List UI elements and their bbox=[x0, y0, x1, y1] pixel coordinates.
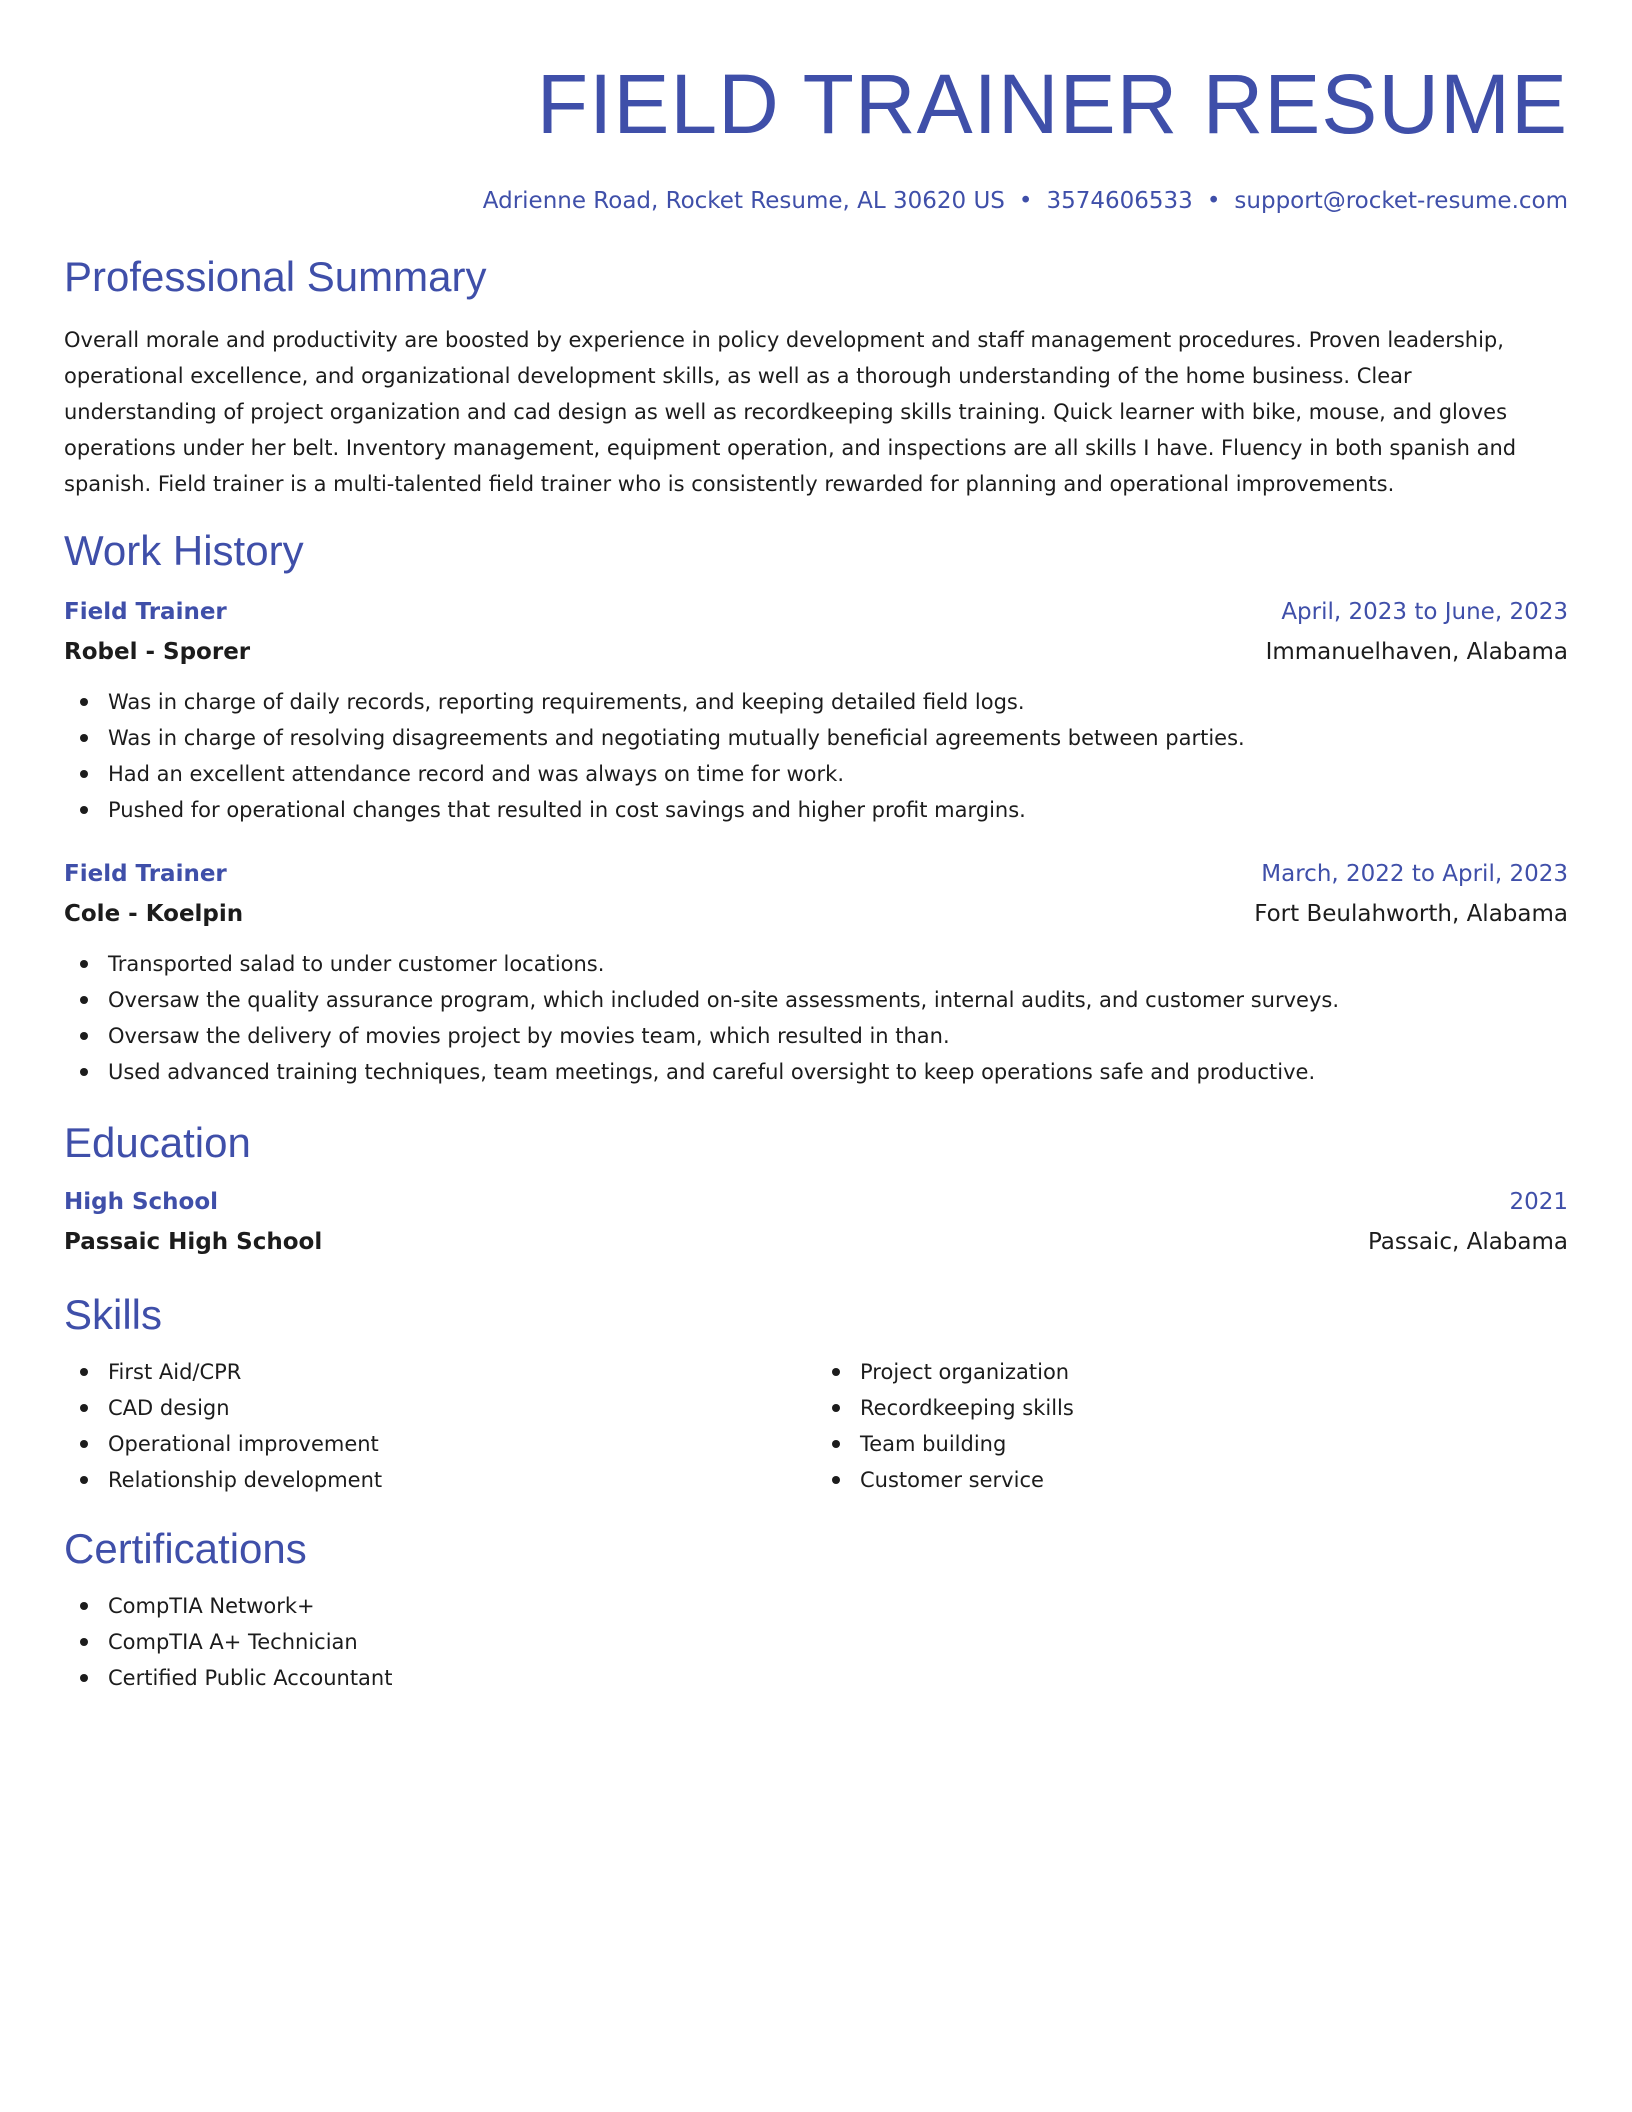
contact-email[interactable]: support@rocket-resume.com bbox=[1234, 188, 1568, 214]
skills-grid bbox=[64, 1354, 1568, 1498]
bullet-icon bbox=[832, 1476, 840, 1484]
job-location: Immanuelhaven, Alabama bbox=[1265, 639, 1568, 665]
bullet-icon bbox=[80, 1368, 88, 1376]
skill-text: CAD design bbox=[108, 1396, 230, 1420]
bullet-icon bbox=[80, 1068, 88, 1076]
bullet-icon bbox=[832, 1404, 840, 1412]
job-duty-text: Oversaw the delivery of movies project by movies team, which resulted in than. bbox=[108, 1024, 950, 1048]
education-school: Passaic High School bbox=[64, 1229, 323, 1255]
job-duty-text: Oversaw the quality assurance program, which included on-site assessments, internal audits, and customer surveys. bbox=[108, 988, 1340, 1012]
list-item bbox=[64, 1588, 1568, 1624]
list-item bbox=[64, 756, 1568, 792]
skill-text: First Aid/CPR bbox=[108, 1360, 242, 1384]
skill-text: Recordkeeping skills bbox=[860, 1396, 1074, 1420]
bullet-icon bbox=[80, 1440, 88, 1448]
job-entry bbox=[64, 858, 1568, 1090]
list-item bbox=[64, 1660, 1568, 1696]
bullet-icon bbox=[80, 996, 88, 1004]
list-item bbox=[64, 946, 1568, 982]
job-dates: March, 2022 to April, 2023 bbox=[1261, 861, 1568, 887]
contact-phone[interactable]: 3574606533 bbox=[1046, 188, 1193, 214]
list-item bbox=[64, 1462, 816, 1498]
list-item bbox=[64, 1054, 1568, 1090]
bullet-icon bbox=[80, 960, 88, 968]
resume-title: FIELD TRAINER RESUME bbox=[536, 57, 1568, 151]
skill-text: Team building bbox=[860, 1432, 1007, 1456]
job-duty-text: Pushed for operational changes that resulted in cost savings and higher profit margins. bbox=[108, 798, 1026, 822]
bullet-icon bbox=[80, 1032, 88, 1040]
section-title-work-history: Work History bbox=[64, 527, 304, 574]
skills-column-left bbox=[64, 1354, 816, 1498]
bullet-icon bbox=[80, 1638, 88, 1646]
bullet-icon bbox=[832, 1368, 840, 1376]
job-duty-text: Transported salad to under customer locations. bbox=[108, 952, 605, 976]
job-duty-text: Was in charge of daily records, reporting requirements, and keeping detailed field logs. bbox=[108, 690, 1025, 714]
job-duty-text: Was in charge of resolving disagreements and negotiating mutually beneficial agreements between parties. bbox=[108, 726, 1245, 750]
job-title: Field Trainer bbox=[64, 599, 227, 625]
bullet-icon bbox=[80, 698, 88, 706]
skills-list bbox=[816, 1354, 1568, 1498]
certification-text: CompTIA A+ Technician bbox=[108, 1630, 358, 1654]
certification-text: CompTIA Network+ bbox=[108, 1594, 315, 1618]
skill-text: Relationship development bbox=[108, 1468, 383, 1492]
list-item bbox=[816, 1354, 1568, 1390]
bullet-icon bbox=[80, 806, 88, 814]
bullet-icon bbox=[832, 1440, 840, 1448]
list-item bbox=[64, 1624, 1568, 1660]
list-item bbox=[816, 1462, 1568, 1498]
job-duties-list bbox=[64, 946, 1568, 1090]
section-title-skills: Skills bbox=[64, 1291, 163, 1338]
certification-text: Certified Public Accountant bbox=[108, 1666, 393, 1690]
skills-list bbox=[64, 1354, 816, 1498]
skills-column-right bbox=[816, 1354, 1568, 1498]
list-item bbox=[816, 1426, 1568, 1462]
job-duties-list bbox=[64, 684, 1568, 828]
section-title-education: Education bbox=[64, 1119, 251, 1166]
section-title-summary: Professional Summary bbox=[64, 253, 487, 300]
bullet-icon bbox=[80, 1476, 88, 1484]
education-location: Passaic, Alabama bbox=[1367, 1229, 1568, 1255]
list-item bbox=[64, 1018, 1568, 1054]
job-title: Field Trainer bbox=[64, 861, 227, 887]
education-year: 2021 bbox=[1509, 1189, 1568, 1215]
education-entry bbox=[64, 1186, 1568, 1260]
section-title-certifications: Certifications bbox=[64, 1525, 307, 1572]
job-duty-text: Used advanced training techniques, team meetings, and careful oversight to keep operations safe and productive. bbox=[108, 1060, 1316, 1084]
job-location: Fort Beulahworth, Alabama bbox=[1254, 901, 1568, 927]
list-item bbox=[64, 982, 1568, 1018]
bullet-icon bbox=[80, 1404, 88, 1412]
certifications-list bbox=[64, 1588, 1568, 1696]
list-item bbox=[64, 720, 1568, 756]
bullet-icon bbox=[80, 1674, 88, 1682]
job-employer: Cole - Koelpin bbox=[64, 901, 244, 927]
job-dates: April, 2023 to June, 2023 bbox=[1281, 599, 1568, 625]
bullet-icon bbox=[80, 1602, 88, 1610]
contact-line bbox=[64, 186, 1568, 216]
skill-text: Project organization bbox=[860, 1360, 1070, 1384]
list-item bbox=[64, 792, 1568, 828]
job-duty-text: Had an excellent attendance record and was always on time for work. bbox=[108, 762, 845, 786]
list-item bbox=[64, 1426, 816, 1462]
list-item bbox=[64, 1354, 816, 1390]
education-degree: High School bbox=[64, 1189, 219, 1215]
contact-separator: • bbox=[1018, 188, 1033, 214]
summary-text: Overall morale and productivity are boosted by experience in policy development and staff management procedures. Proven leadership, operational excellence, and organizational development skills, as well as a thorough understanding of the home business. Clear understanding of project organization and cad design as well as recordkeeping skills training. Quick learner with bike, mouse, and gloves operations under her belt. Inventory management, equipment operation, and inspections are all skills I have. Fluency in both spanish and spanish. Field trainer is a multi-talented field trainer who is consistently rewarded for planning and operational improvements. bbox=[64, 328, 1517, 496]
skill-text: Customer service bbox=[860, 1468, 1044, 1492]
list-item bbox=[64, 684, 1568, 720]
list-item bbox=[64, 1390, 816, 1426]
job-entry bbox=[64, 596, 1568, 828]
job-employer: Robel - Sporer bbox=[64, 639, 251, 665]
contact-separator: • bbox=[1206, 188, 1221, 214]
bullet-icon bbox=[80, 734, 88, 742]
bullet-icon bbox=[80, 770, 88, 778]
list-item bbox=[816, 1390, 1568, 1426]
contact-address: Adrienne Road, Rocket Resume, AL 30620 US bbox=[482, 188, 1005, 214]
skill-text: Operational improvement bbox=[108, 1432, 379, 1456]
